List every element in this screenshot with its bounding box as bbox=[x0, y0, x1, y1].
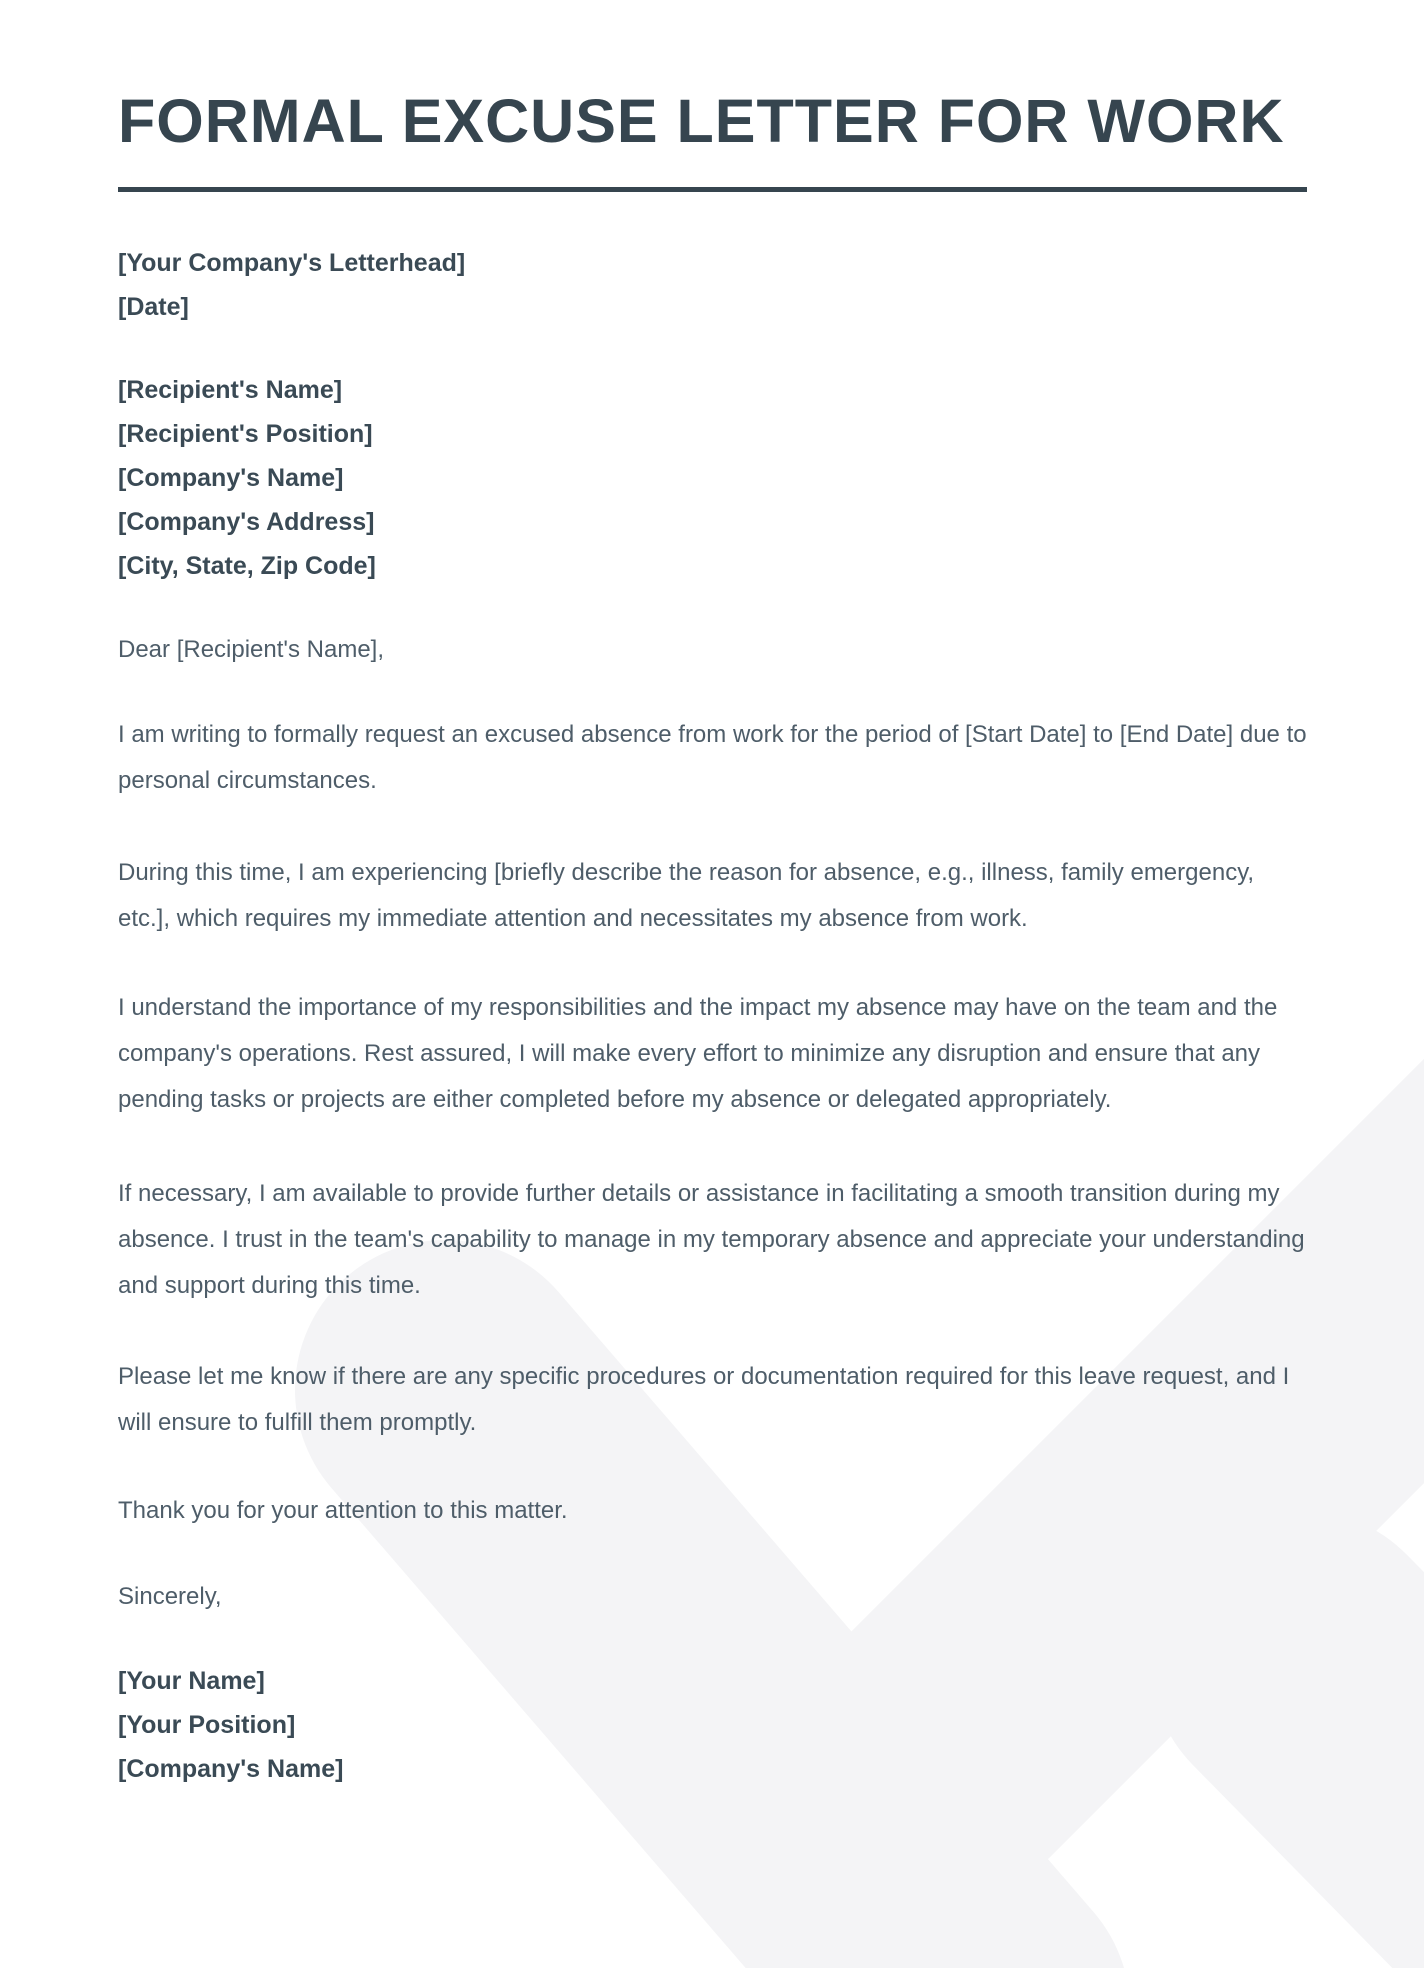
letter-content bbox=[0, 89, 1424, 1791]
thank-you-line: Thank you for your attention to this matter. bbox=[118, 1497, 568, 1524]
body-paragraph: Please let me know if there are any specific procedures or documentation required for this leave request, and I will ensure to fulfill them promptly. bbox=[118, 1363, 1290, 1436]
signature-block bbox=[118, 1659, 1307, 1791]
company-address-line: [Company's Address] bbox=[118, 508, 375, 536]
letterhead-block bbox=[118, 241, 1307, 329]
closing-line: Sincerely, bbox=[118, 1583, 222, 1610]
salutation: Dear [Recipient's Name], bbox=[118, 636, 385, 663]
letterhead-line: [Your Company's Letterhead] bbox=[118, 249, 466, 277]
signature-name-line: [Your Name] bbox=[118, 1667, 265, 1695]
body-paragraph: I am writing to formally request an excused absence from work for the period of [Start Date] to [End Date] due to personal circumstances. bbox=[118, 721, 1307, 794]
signature-position-line: [Your Position] bbox=[118, 1711, 296, 1739]
company-name-line: [Company's Name] bbox=[118, 464, 344, 492]
recipient-name-line: [Recipient's Name] bbox=[118, 376, 343, 404]
title-divider bbox=[118, 187, 1307, 192]
date-line: [Date] bbox=[118, 293, 189, 321]
body-paragraph: I understand the importance of my responsibilities and the impact my absence may have on the team and the company's operations. Rest assured, I will make every effort to minimize any disruption and ensure that any pending tasks or projects are either completed before my absence or delegated appropriately. bbox=[118, 994, 1278, 1113]
page-title: FORMAL EXCUSE LETTER FOR WORK bbox=[118, 87, 1285, 155]
body-paragraph: If necessary, I am available to provide further details or assistance in facilitating a smooth transition during my absence. I trust in the team's capability to manage in my temporary absence and appreciate your understanding and support during this time. bbox=[118, 1180, 1305, 1299]
recipient-position-line: [Recipient's Position] bbox=[118, 420, 373, 448]
signature-company-line: [Company's Name] bbox=[118, 1755, 344, 1783]
city-state-zip-line: [City, State, Zip Code] bbox=[118, 552, 376, 580]
body-paragraph: During this time, I am experiencing [briefly describe the reason for absence, e.g., illness, family emergency, etc.], which requires my immediate attention and necessitates my absence from work. bbox=[118, 859, 1255, 932]
recipient-block bbox=[118, 368, 1307, 588]
